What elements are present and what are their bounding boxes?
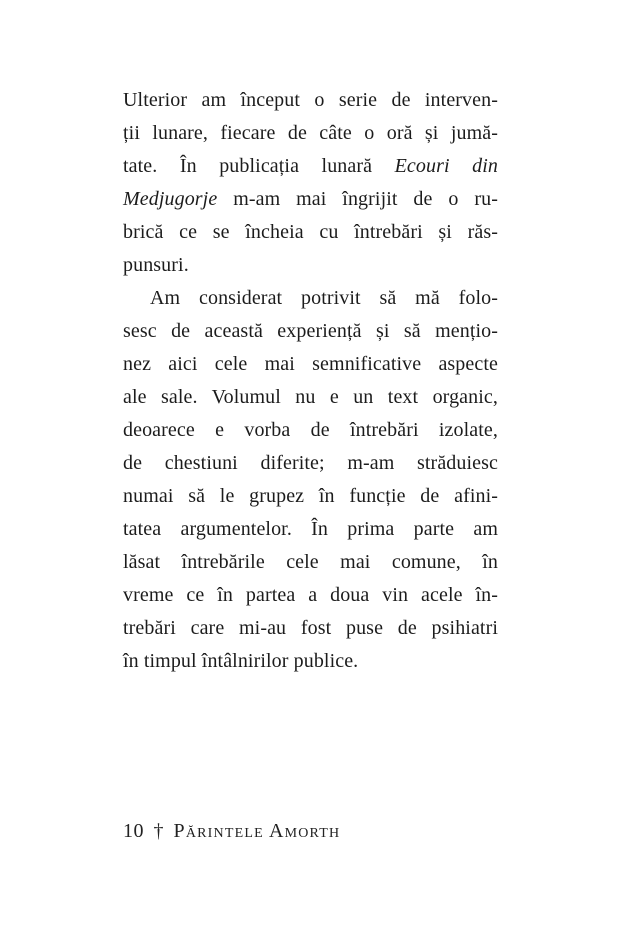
text-line: [123, 579, 498, 612]
text-line: [123, 513, 498, 546]
paragraph: [123, 84, 498, 282]
italic-text-segment: Ecouri din: [394, 155, 498, 177]
text-line: [123, 645, 498, 678]
text-line: [123, 216, 498, 249]
text-segment: tatea argumentelor. În prima parte am: [123, 518, 498, 540]
text-segment: în timpul întâlnirilor publice.: [123, 650, 359, 672]
text-line: [123, 84, 498, 117]
page-number: 10: [123, 820, 144, 842]
italic-text-segment: Medjugorje: [123, 188, 218, 210]
text-segment: trebări care mi-au fost puse de psihiatri: [123, 617, 498, 639]
running-title: Părintele Amorth: [173, 820, 341, 842]
text-segment: lăsat întrebările cele mai comune, în: [123, 551, 498, 573]
text-line: [123, 282, 498, 315]
text-line: [123, 546, 498, 579]
text-segment: Am considerat potrivit să mă folo-: [150, 287, 498, 309]
text-line: [123, 150, 498, 183]
text-segment: deoarece e vorba de întrebări izolate,: [123, 419, 498, 441]
text-line: [123, 348, 498, 381]
text-segment: numai să le grupez în funcție de afini-: [123, 485, 498, 507]
text-segment: ale sale. Volumul nu e un text organic,: [123, 386, 498, 408]
text-segment: m-am mai îngrijit de o ru-: [217, 188, 498, 210]
dagger-icon: †: [153, 820, 164, 842]
text-segment: ții lunare, fiecare de câte o oră și jumă-: [123, 122, 498, 144]
paragraph: [123, 282, 498, 678]
text-line: [123, 447, 498, 480]
text-segment: sesc de această experiență și să mențio-: [123, 320, 498, 342]
text-segment: brică ce se încheia cu întrebări și răs-: [123, 221, 498, 243]
text-line: [123, 414, 498, 447]
text-line: [123, 480, 498, 513]
text-line: [123, 612, 498, 645]
text-segment: nez aici cele mai semnificative aspecte: [123, 353, 498, 375]
text-line: [123, 315, 498, 348]
text-line: [123, 249, 498, 282]
text-segment: Ulterior am început o serie de interven-: [123, 89, 498, 111]
text-segment: tate. În publicația lunară: [123, 155, 395, 177]
text-line: [123, 381, 498, 414]
text-segment: de chestiuni diferite; m-am străduiesc: [123, 452, 498, 474]
page-footer: [123, 820, 340, 843]
text-segment: vreme ce în partea a doua vin acele în-: [123, 584, 498, 606]
text-line: [123, 183, 498, 216]
text-line: [123, 117, 498, 150]
text-segment: punsuri.: [123, 254, 189, 276]
page-body: [123, 84, 498, 678]
